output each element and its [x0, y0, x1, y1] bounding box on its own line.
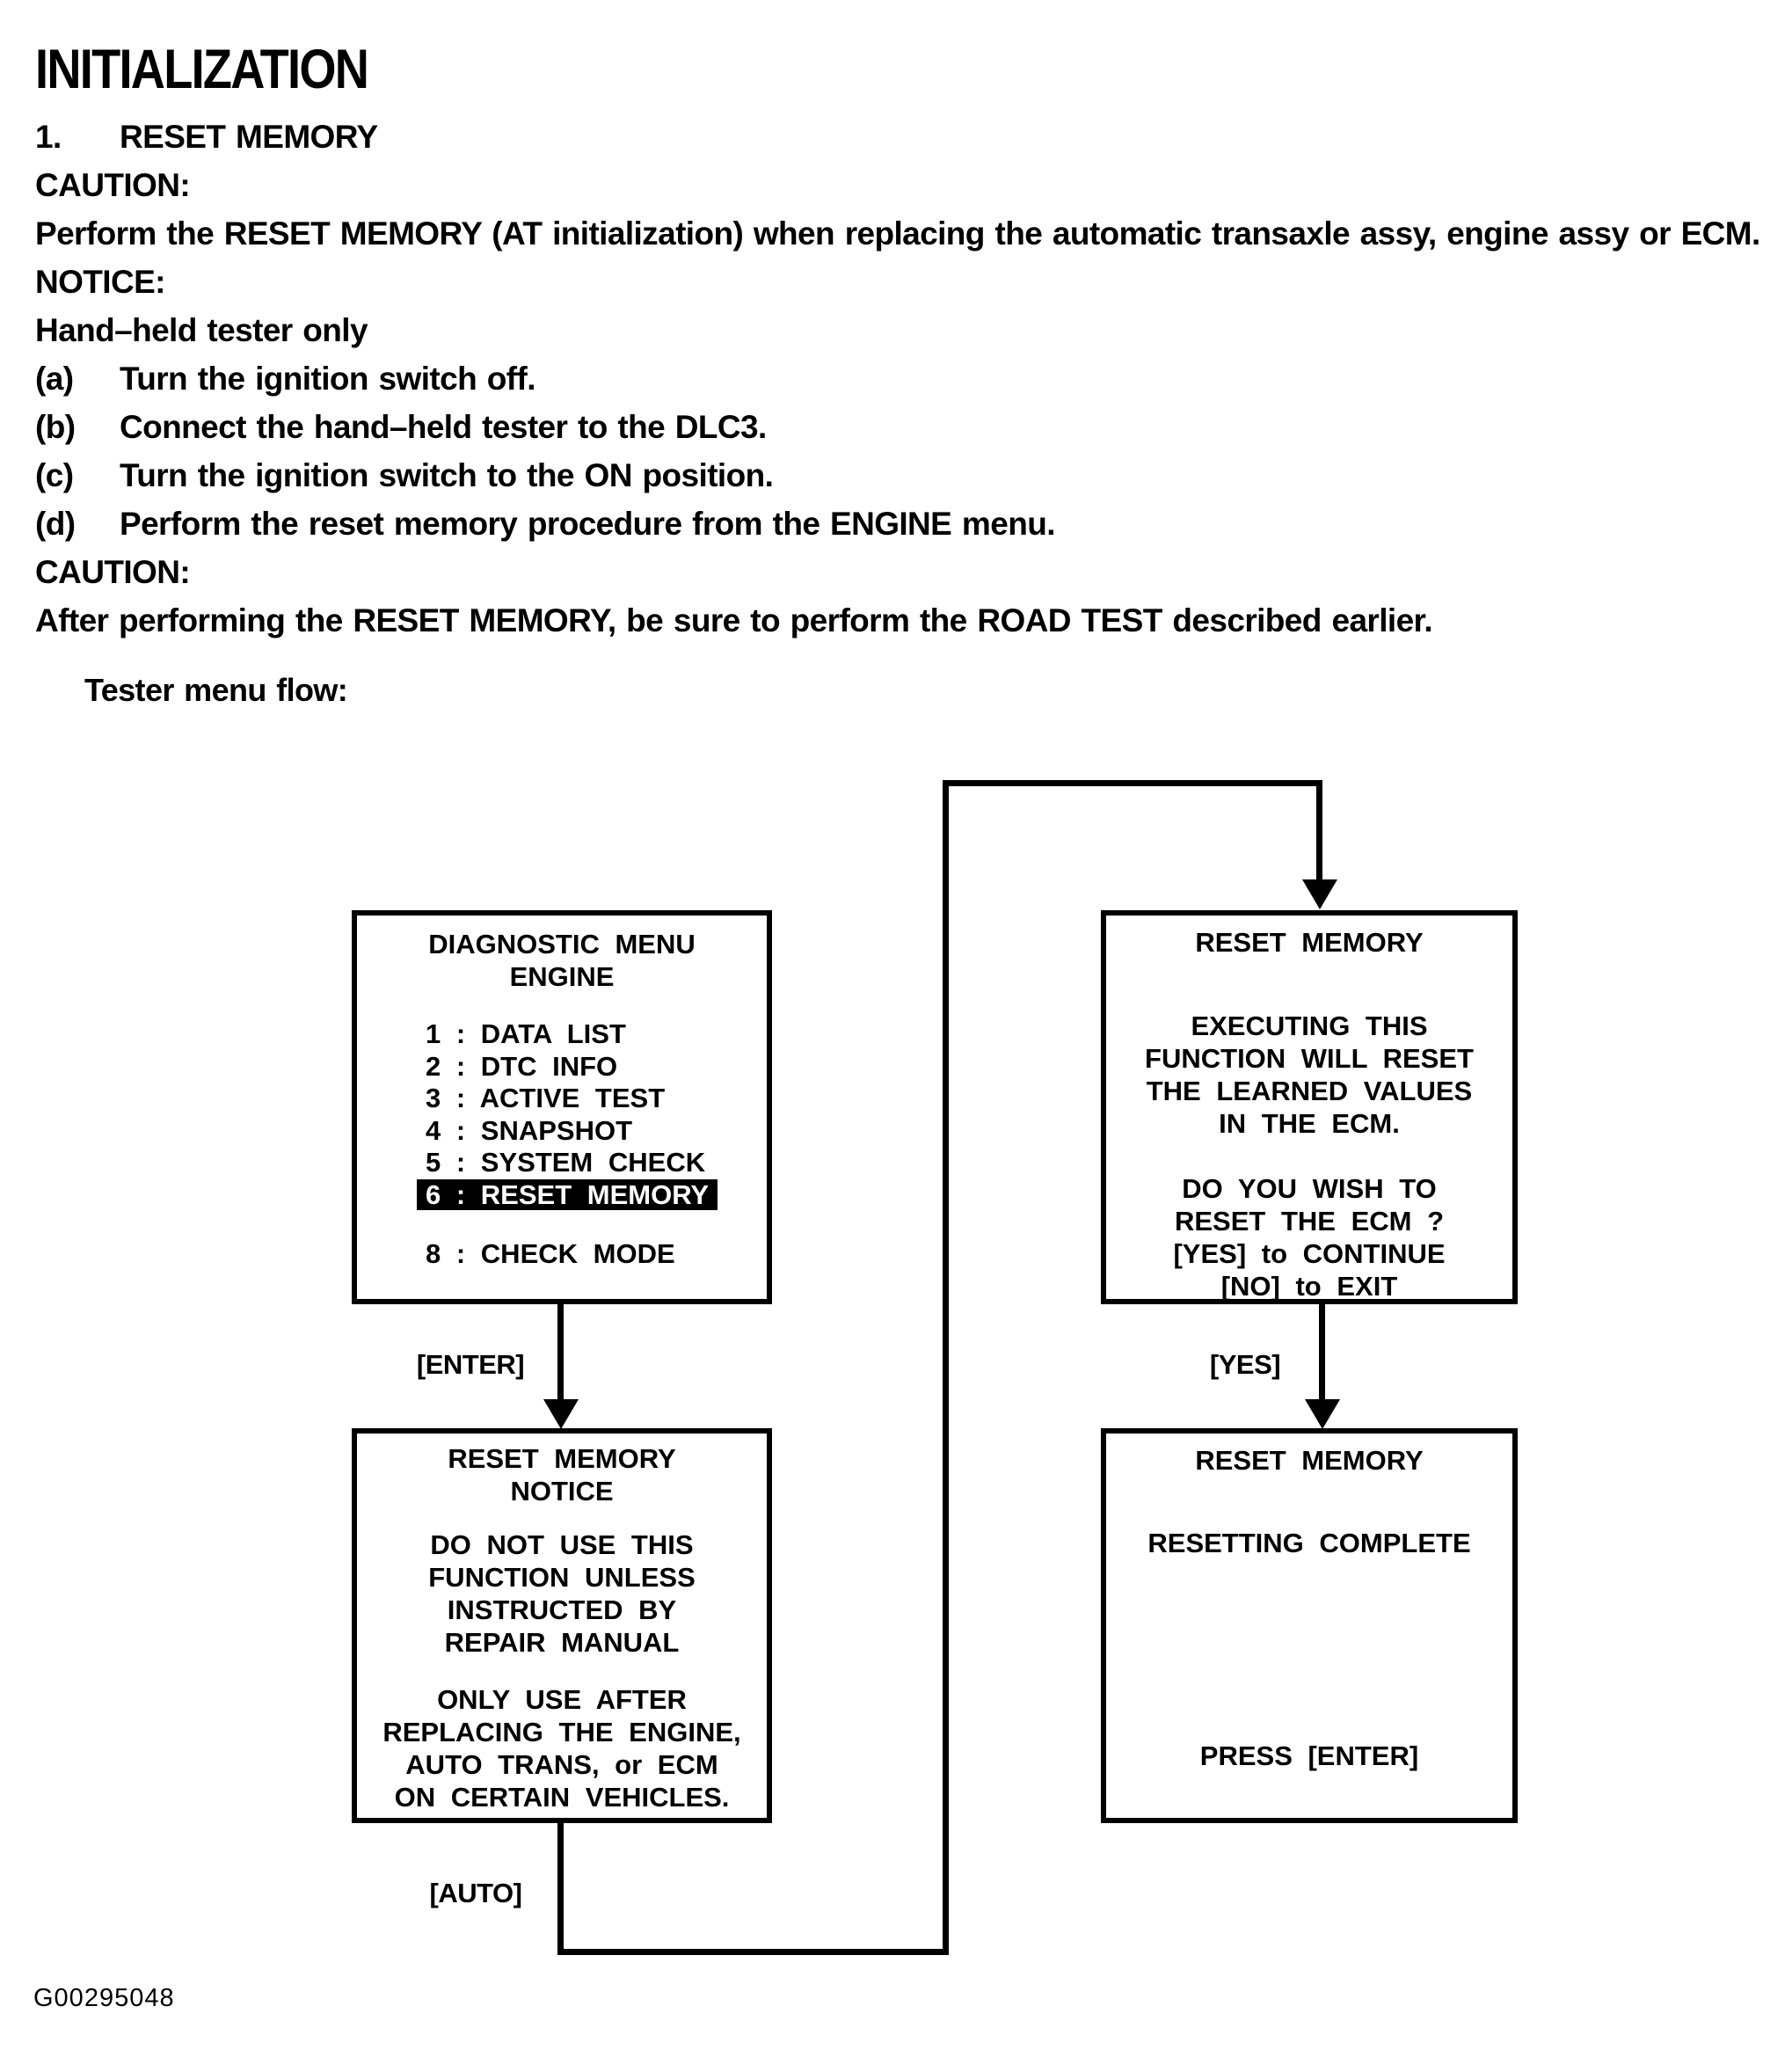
footer-line: PRESS [ENTER]: [1199, 1740, 1419, 1771]
prompt-line: [NO] to EXIT: [1220, 1271, 1398, 1302]
step-text: Perform the reset memory procedure from the ENGINE menu.: [120, 506, 1055, 542]
warning-line: REPAIR MANUAL: [444, 1627, 680, 1658]
connector-auto-into-confirm: [1316, 780, 1322, 881]
warning-line: INSTRUCTED BY: [447, 1594, 677, 1625]
section-number: 1.: [35, 119, 62, 155]
prompt-line: DO YOU WISH TO: [1182, 1173, 1437, 1204]
step-id: (b): [35, 409, 76, 445]
warning-line: THE LEARNED VALUES: [1146, 1076, 1473, 1106]
status-line: RESETTING COMPLETE: [1147, 1528, 1471, 1558]
menu-item-highlighted: [426, 1179, 718, 1212]
arrowhead-down-icon: [543, 1399, 579, 1429]
usage-line: ON CERTAIN VEHICLES.: [394, 1782, 730, 1813]
box-diagnostic-menu: [352, 910, 772, 1304]
step-text: Turn the ignition switch off.: [120, 361, 535, 397]
menu-item: 1 : DATA LIST: [426, 1018, 626, 1049]
step-id: (d): [35, 506, 76, 542]
menu-item: 5 : SYSTEM CHECK: [426, 1147, 706, 1178]
warning-line: FUNCTION UNLESS: [428, 1562, 696, 1593]
usage-line: REPLACING THE ENGINE,: [382, 1717, 741, 1747]
box-title: RESET MEMORY: [1195, 1445, 1424, 1476]
caution-text: After performing the RESET MEMORY, be sure to perform the ROAD TEST described earlier.: [35, 602, 1432, 638]
arrowhead-down-icon: [1305, 1399, 1340, 1429]
box-title: DIAGNOSTIC MENU: [428, 929, 696, 959]
diagnostic-menu-list: [426, 1018, 718, 1271]
warning-line: IN THE ECM.: [1219, 1108, 1400, 1139]
arrowhead-down-icon: [1302, 879, 1337, 909]
prompt-line: [YES] to CONTINUE: [1173, 1238, 1446, 1269]
step-id: (a): [35, 361, 74, 397]
warning-line: DO NOT USE THIS: [430, 1529, 694, 1560]
usage-line: ONLY USE AFTER: [437, 1684, 687, 1715]
connector-auto-top: [943, 780, 1322, 786]
box-title: RESET MEMORY: [448, 1443, 676, 1474]
box-title: NOTICE: [510, 1476, 614, 1507]
figure-code: G00295048: [33, 1984, 175, 2012]
warning-line: EXECUTING THIS: [1191, 1010, 1428, 1041]
connector-yes: [1319, 1304, 1325, 1403]
box-title: ENGINE: [509, 961, 615, 992]
connector-enter: [557, 1304, 564, 1403]
caution-label: CAUTION:: [35, 167, 191, 203]
prompt-line: RESET THE ECM ?: [1174, 1206, 1444, 1237]
caution-label: CAUTION:: [35, 554, 191, 590]
connector-auto-up: [943, 780, 949, 1955]
step-row: [35, 451, 1785, 500]
edge-label-auto: [AUTO]: [429, 1878, 522, 1908]
edge-label-enter: [ENTER]: [416, 1349, 525, 1380]
box-reset-memory-notice: [352, 1428, 772, 1823]
box-title: RESET MEMORY: [1195, 927, 1424, 958]
notice-subject: Hand–held tester only: [35, 312, 368, 348]
menu-item: 2 : DTC INFO: [426, 1050, 618, 1082]
step-text: Turn the ignition switch to the ON position.: [120, 457, 774, 493]
caution-text: Perform the RESET MEMORY (AT initialization) when replacing the automatic transaxle assy, engine assy or ECM.: [35, 215, 1760, 252]
section-heading: [35, 113, 1785, 161]
notice-label: NOTICE:: [35, 264, 165, 300]
warning-line: FUNCTION WILL RESET: [1145, 1043, 1474, 1074]
box-reset-memory-complete: [1101, 1428, 1518, 1823]
menu-item: 3 : ACTIVE TEST: [426, 1083, 666, 1113]
step-row: [35, 403, 1785, 451]
tester-menu-flow-label: Tester menu flow:: [84, 672, 348, 708]
menu-item: 8 : CHECK MODE: [426, 1238, 675, 1269]
connector-auto-bottom: [557, 1949, 949, 1955]
step-row: [35, 354, 1785, 403]
section-title: RESET MEMORY: [120, 119, 378, 155]
usage-line: AUTO TRANS, or ECM: [405, 1749, 718, 1780]
menu-item-highlight-bar: 6 : RESET MEMORY: [417, 1179, 718, 1210]
page-title: INITIALIZATION: [35, 39, 368, 100]
box-reset-memory-confirm: [1101, 910, 1518, 1304]
step-text: Connect the hand–held tester to the DLC3.: [120, 409, 767, 445]
menu-item: 4 : SNAPSHOT: [426, 1114, 633, 1146]
document-text-block: [35, 40, 1785, 710]
edge-label-yes: [YES]: [1209, 1349, 1281, 1380]
connector-auto-down: [557, 1823, 564, 1955]
step-id: (c): [35, 457, 74, 493]
step-row: [35, 500, 1785, 548]
